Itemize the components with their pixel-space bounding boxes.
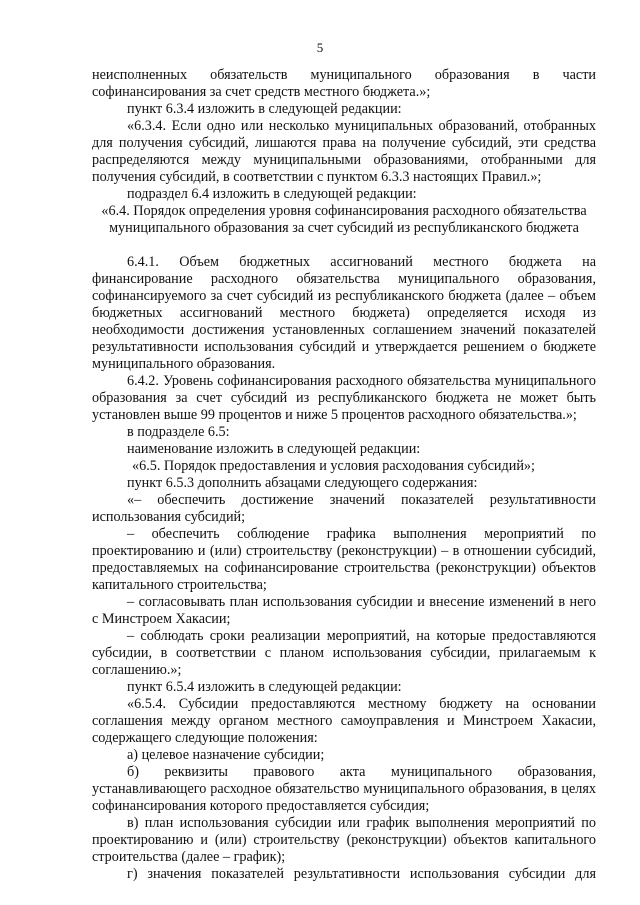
text-line: субсидии, в соответствии с планом использования субсидии, прилагаемым к xyxy=(92,645,596,661)
text-line: соглашения между органом местного самоуправления и Минстроем Хакасии, xyxy=(92,713,596,729)
text-line: муниципального образования. xyxy=(92,356,276,372)
text-line: 6.4.1. Объем бюджетных ассигнований местного бюджета на xyxy=(127,254,596,270)
text-line: софинансирования за счет средств местного бюджета.»; xyxy=(92,84,431,100)
text-line: проектированию и (или) строительству (реконструкции) объектов капитального xyxy=(92,832,596,848)
subsection-title: «6.5. Порядок предоставления и условия расходования субсидий»; xyxy=(132,458,535,474)
text-line: софинансирования которого предоставляется субсидия; xyxy=(92,798,430,814)
text-line: б) реквизиты правового акта муниципального образования, xyxy=(127,764,596,780)
text-line: установлен выше 99 процентов и ниже 5 процентов расходного обязательства.»; xyxy=(92,407,577,423)
text-line: «6.5.4. Субсидии предоставляются местному бюджету на основании xyxy=(127,696,596,712)
text-line: предоставляемых на софинансирование строительства (реконструкции) объектов xyxy=(92,560,596,576)
text-line: «– обеспечить достижение значений показателей результативности xyxy=(127,492,596,508)
text-line: устанавливающего расходное обязательство муниципального образования, в целях xyxy=(92,781,596,797)
text-line: содержащего следующие положения: xyxy=(92,730,318,746)
paragraph-instruction: пункт 6.5.3 дополнить абзацами следующего содержания: xyxy=(127,475,478,491)
section-heading: «6.4. Порядок определения уровня софинансирования расходного обязательства xyxy=(101,203,587,219)
text-line: соглашению.»; xyxy=(92,662,182,678)
text-line: – соблюдать сроки реализации мероприятий, на которые предоставляются xyxy=(127,628,596,644)
text-line: получения субсидий, в соответствии с пунктом 6.3.3 настоящих Правил.»; xyxy=(92,169,542,185)
text-line: проектированию и (или) строительству (реконструкции) – в отношении субсидий, xyxy=(92,543,596,559)
list-item: а) целевое назначение субсидии; xyxy=(127,747,325,763)
text-line: образования за счет субсидий из республиканского бюджета не может быть xyxy=(92,390,596,406)
text-line: с Минстроем Хакасии; xyxy=(92,611,231,627)
text-line: распределяются между муниципальными образованиями, отобранными для xyxy=(92,152,596,168)
text-line: – согласовывать план использования субсидии и внесение изменений в него xyxy=(127,594,596,610)
text-line: капитального строительства; xyxy=(92,577,267,593)
text-line: – обеспечить соблюдение графика выполнения мероприятий по xyxy=(127,526,596,542)
text-line: строительства (далее – график); xyxy=(92,849,286,865)
paragraph-instruction: в подразделе 6.5: xyxy=(127,424,230,440)
page-number: 5 xyxy=(316,40,324,55)
text-line: в) план использования субсидии или график выполнения мероприятий по xyxy=(127,815,596,831)
paragraph-instruction: пункт 6.3.4 изложить в следующей редакции: xyxy=(127,101,402,117)
document-body xyxy=(92,67,596,883)
text-line: использования субсидий; xyxy=(92,509,246,525)
text-line: 6.4.2. Уровень софинансирования расходного обязательства муниципального xyxy=(127,373,596,389)
text-line: софинансируемого за счет субсидий из республиканского бюджета (далее – объем xyxy=(92,288,596,304)
text-line: финансирование расходного обязательства муниципального образования, xyxy=(92,271,596,287)
text-line: результативности использования субсидий и утверждается решением о бюджете xyxy=(92,339,596,355)
text-line: г) значения показателей результативности использования субсидии для xyxy=(127,866,596,882)
text-line: необходимости достижения установленных соглашением значений показателей xyxy=(92,322,596,338)
text-line: неисполненных обязательств муниципального образования в части xyxy=(92,67,596,83)
paragraph-instruction: пункт 6.5.4 изложить в следующей редакции: xyxy=(127,679,402,695)
text-line: для получения субсидий, лишаются права на получение субсидий, эти средства xyxy=(92,135,596,151)
paragraph-instruction: наименование изложить в следующей редакции: xyxy=(127,441,421,457)
paragraph-instruction: подраздел 6.4 изложить в следующей редакции: xyxy=(127,186,417,202)
section-heading: муниципального образования за счет субсидий из республиканского бюджета xyxy=(109,220,579,236)
text-line: «6.3.4. Если одно или несколько муниципальных образований, отобранных xyxy=(127,118,596,134)
spacer xyxy=(92,237,596,254)
text-line: бюджетных ассигнований местного бюджета) определяется исходя из xyxy=(92,305,596,321)
